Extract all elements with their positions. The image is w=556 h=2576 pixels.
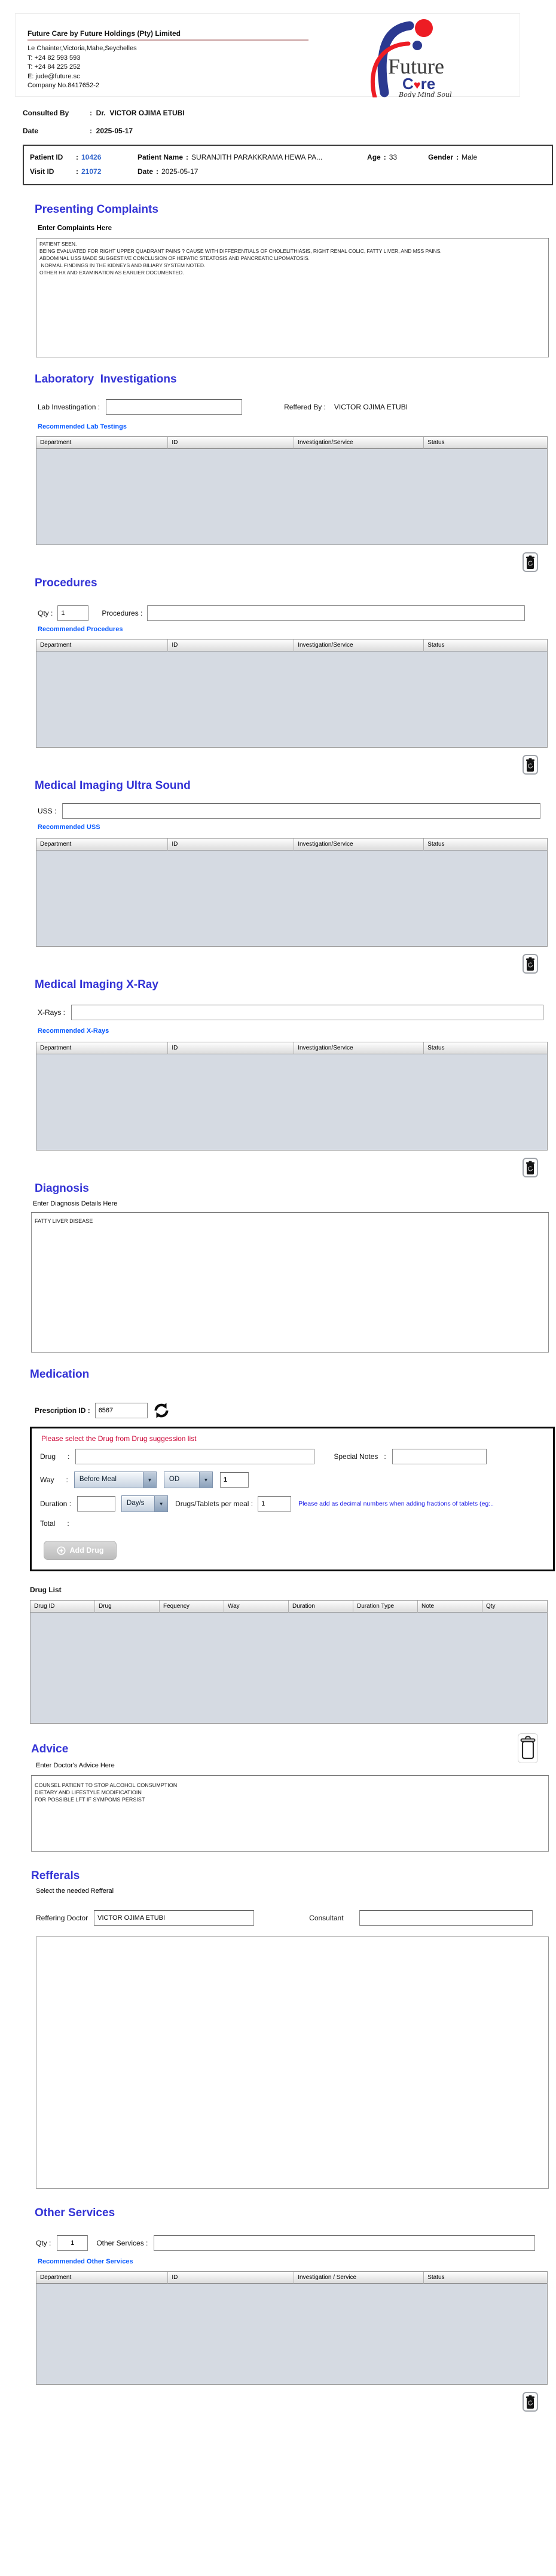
other-services-table-body[interactable] [36, 2284, 547, 2384]
xray-col-status: Status [424, 1042, 547, 1054]
drug-list-label: Drug List [30, 1586, 62, 1594]
other-col-status: Status [424, 2272, 547, 2284]
reffered-by-label: Reffered By : [284, 403, 326, 411]
consultant-input[interactable] [359, 1910, 533, 1926]
consultant-label: Consultant [309, 1914, 344, 1922]
procedures-title: Procedures [35, 577, 97, 589]
duration-unit-value: Day/s [127, 1500, 145, 1507]
procedures-input[interactable] [147, 605, 525, 621]
diagnosis-title: Diagnosis [35, 1182, 89, 1195]
consult-date-value: : 2025-05-17 [90, 127, 133, 135]
refresh-prescription-button[interactable] [152, 1402, 170, 1419]
other-services-field-label: Other Services : [96, 2239, 148, 2247]
trash-icon [526, 957, 535, 971]
xray-col-service: Investigation/Service [294, 1042, 424, 1054]
drug-col-frequency: Fequency [160, 1601, 224, 1613]
svg-text:Body Mind Soul: Body Mind Soul [399, 91, 452, 97]
lab-investigation-input[interactable] [106, 399, 242, 415]
other-services-input[interactable] [154, 2235, 535, 2251]
advice-sublabel: Enter Doctor's Advice Here [36, 1762, 115, 1769]
lab-table-body[interactable] [36, 449, 547, 544]
xray-delete-button[interactable] [523, 1158, 538, 1177]
recommended-uss-label: Recommended USS [38, 824, 100, 831]
uss-title: Medical Imaging Ultra Sound [35, 779, 191, 792]
uss-col-service: Investigation/Service [294, 839, 424, 850]
lab-col-service: Investigation/Service [294, 437, 424, 449]
company-name: Future Care by Future Holdings (Pty) Limited [28, 29, 308, 41]
presenting-complaints-title: Presenting Complaints [35, 203, 158, 216]
drug-list-table [30, 1600, 548, 1724]
other-qty-label: Qty : [36, 2239, 51, 2247]
gender-value: Male [462, 153, 478, 161]
special-notes-input[interactable] [392, 1449, 487, 1464]
colon: : [383, 153, 386, 161]
xray-col-id: ID [168, 1042, 294, 1054]
xray-table-body[interactable] [36, 1054, 547, 1150]
trash-icon [526, 758, 535, 772]
complaints-textarea[interactable] [36, 238, 549, 357]
colon: : [76, 153, 78, 161]
uss-delete-button[interactable] [523, 954, 538, 974]
drug-col-qty: Qty [482, 1601, 547, 1613]
uss-table-body[interactable] [36, 850, 547, 946]
laboratory-title: Laboratory Investigations [35, 373, 177, 386]
proc-col-status: Status [424, 640, 547, 651]
drug-suggestion-prompt: Please select the Drug from Drug suggession list [41, 1434, 197, 1443]
chevron-down-icon: ▼ [143, 1472, 156, 1488]
add-drug-label: Add Drug [69, 1546, 104, 1555]
drug-col-way: Way [224, 1601, 289, 1613]
other-services-table [36, 2271, 548, 2385]
duration-unit-select[interactable] [121, 1495, 168, 1512]
per-meal-input[interactable] [258, 1496, 291, 1512]
uss-col-status: Status [424, 839, 547, 850]
other-col-id: ID [168, 2272, 294, 2284]
company-phone1: T: +24 82 593 593 [28, 54, 81, 62]
proc-col-id: ID [168, 640, 294, 651]
age-value: 33 [389, 153, 398, 161]
uss-input[interactable] [62, 803, 540, 819]
age-label: Age [367, 153, 381, 161]
add-drug-button[interactable] [44, 1541, 117, 1560]
future-care-logo [347, 14, 491, 97]
drug-col-id: Drug ID [30, 1601, 95, 1613]
other-col-department: Department [36, 2272, 168, 2284]
lab-testings-table [36, 436, 548, 545]
uss-col-department: Department [36, 839, 168, 850]
colon: : [186, 153, 189, 161]
visit-date-label: Date [138, 167, 154, 176]
uss-field-label: USS : [38, 807, 57, 815]
procedures-qty-label: Qty : [38, 609, 53, 617]
colon: : [456, 153, 459, 161]
chevron-down-icon: ▼ [154, 1496, 167, 1512]
patient-name-label: Patient Name [138, 153, 184, 161]
consult-date-label: Date [23, 127, 39, 135]
trash-icon [526, 1161, 535, 1175]
gender-label: Gender [428, 153, 454, 161]
proc-col-department: Department [36, 640, 168, 651]
proc-col-service: Investigation/Service [294, 640, 424, 651]
lab-delete-button[interactable] [523, 552, 538, 572]
patient-id-value: 10426 [81, 153, 102, 161]
uss-table [36, 838, 548, 947]
visit-date-value: 2025-05-17 [161, 167, 198, 176]
recommended-lab-label: Recommended Lab Testings [38, 423, 127, 430]
way-qty-input[interactable] [220, 1472, 249, 1488]
way-label: Way : [40, 1476, 68, 1484]
drug-list-body[interactable] [30, 1613, 547, 1723]
prescription-id-input[interactable] [95, 1403, 148, 1418]
xray-table [36, 1042, 548, 1151]
uss-col-id: ID [168, 839, 294, 850]
refresh-icon [152, 1402, 170, 1419]
xray-field-label: X-Rays : [38, 1008, 66, 1017]
other-services-title: Other Services [35, 2207, 115, 2219]
refferals-title: Refferals [31, 1870, 80, 1882]
trash-outline-icon [520, 1736, 536, 1761]
xray-title: Medical Imaging X-Ray [35, 978, 158, 991]
frequency-select-value: OD [169, 1476, 180, 1483]
complaints-sublabel: Enter Complaints Here [38, 225, 112, 232]
drug-col-note: Note [418, 1601, 482, 1613]
total-label: Total : [40, 1519, 69, 1528]
visit-id-value: 21072 [81, 167, 102, 176]
refferal-list-box[interactable] [36, 1936, 549, 2189]
patient-name-value: SURANJITH PARAKKRAMA HEWA PA... [191, 153, 323, 161]
per-meal-label: Drugs/Tablets per meal : [175, 1500, 253, 1508]
colon: : [156, 167, 159, 176]
svg-text:Future: Future [388, 54, 444, 78]
consulted-by-value: : Dr. VICTOR OJIMA ETUBI [90, 109, 185, 117]
fraction-note: Please add as decimal numbers when adding fractions of tablets (eg:.. [298, 1500, 494, 1507]
xray-col-department: Department [36, 1042, 168, 1054]
logo-red-dot [415, 19, 433, 37]
consulted-by-label: Consulted By [23, 109, 69, 117]
lab-col-id: ID [168, 437, 294, 449]
advice-delete-button[interactable] [518, 1733, 538, 1763]
procedures-field-label: Procedures : [102, 609, 143, 617]
prescription-id-label: Prescription ID : [35, 1406, 90, 1415]
refferals-sublabel: Select the needed Refferal [36, 1887, 114, 1895]
company-address: Le Chainter,Victoria,Mahe,Seychelles [28, 45, 137, 52]
lab-col-status: Status [424, 437, 547, 449]
logo-blue-dot [413, 41, 422, 50]
advice-textarea[interactable] [31, 1775, 549, 1852]
reffering-doctor-label: Reffering Doctor [36, 1914, 88, 1922]
recommended-procedures-label: Recommended Procedures [38, 626, 123, 633]
duration-input[interactable] [77, 1496, 115, 1512]
company-number: Company No.8417652-2 [28, 82, 99, 89]
drug-label: Drug : [40, 1452, 70, 1461]
drug-col-drug: Drug [95, 1601, 160, 1613]
other-qty-input[interactable] [57, 2235, 88, 2251]
drug-col-duration-type: Duration Type [353, 1601, 418, 1613]
meal-select-value: Before Meal [79, 1476, 117, 1483]
chevron-down-icon: ▼ [199, 1472, 212, 1488]
company-email: E: jude@future.sc [28, 72, 80, 80]
procedures-qty-input[interactable] [57, 605, 88, 621]
colon: : [76, 167, 78, 176]
patient-id-label: Patient ID [30, 153, 63, 161]
patient-info-box [23, 145, 553, 185]
advice-title: Advice [31, 1743, 69, 1755]
plus-circle-icon [57, 1546, 66, 1555]
svg-text:C♥re: C♥re [402, 75, 436, 93]
special-notes-label: Special Notes : [334, 1452, 386, 1461]
procedures-table-body[interactable] [36, 651, 547, 747]
frequency-select[interactable] [164, 1471, 213, 1488]
drug-input[interactable] [75, 1449, 314, 1464]
recommended-xray-label: Recommended X-Rays [38, 1027, 109, 1035]
recommended-other-label: Recommended Other Services [38, 2258, 133, 2265]
medication-title: Medication [30, 1368, 90, 1381]
other-services-delete-button[interactable] [523, 2392, 538, 2412]
consultation-info [23, 109, 556, 135]
other-col-service: Investigation / Service [294, 2272, 424, 2284]
lab-col-department: Department [36, 437, 168, 449]
duration-label: Duration : [40, 1500, 72, 1508]
diagnosis-textarea[interactable] [31, 1212, 549, 1353]
procedures-delete-button[interactable] [523, 755, 538, 775]
company-phone2: T: +24 84 225 252 [28, 63, 81, 71]
meal-select[interactable] [74, 1471, 157, 1488]
drug-entry-panel [30, 1427, 555, 1571]
procedures-table [36, 639, 548, 748]
trash-icon [526, 2395, 535, 2409]
trash-icon [526, 555, 535, 570]
visit-id-label: Visit ID [30, 167, 54, 176]
drug-col-duration: Duration [289, 1601, 353, 1613]
reffered-by-value: VICTOR OJIMA ETUBI [334, 403, 408, 411]
company-header [15, 13, 520, 97]
xray-input[interactable] [71, 1005, 543, 1020]
diagnosis-sublabel: Enter Diagnosis Details Here [33, 1200, 118, 1207]
lab-investigation-label: Lab Investingation : [38, 403, 100, 411]
reffering-doctor-input[interactable] [94, 1910, 254, 1926]
